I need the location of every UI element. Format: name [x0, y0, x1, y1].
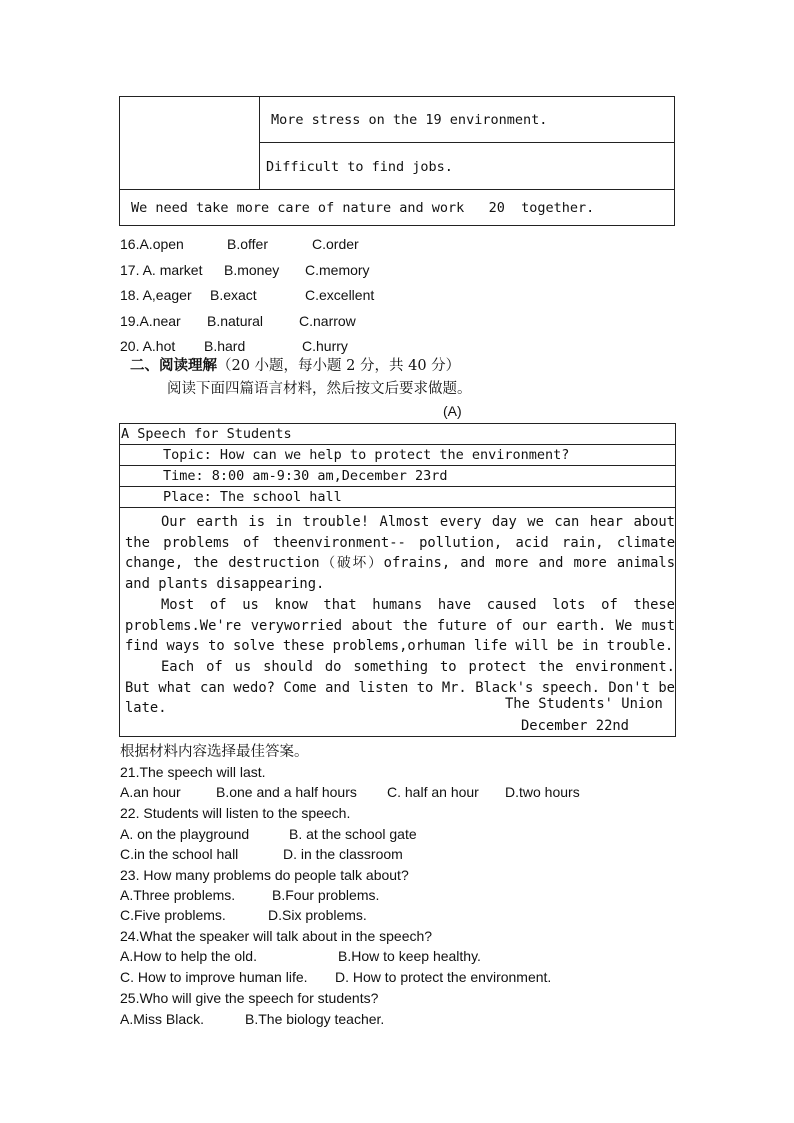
section-note: （20 小题，每小题 2 分，共 40 分） — [217, 358, 461, 374]
section-heading — [130, 354, 460, 375]
option-b: B.How to keep healthy. — [338, 948, 481, 964]
option-b: B. at the school gate — [289, 826, 417, 842]
questions-intro: 根据材料内容选择最佳答案。 — [120, 744, 309, 760]
question-24-options-cd — [120, 969, 551, 985]
notice-date: December 22nd — [521, 718, 629, 734]
option-b: B.money — [224, 261, 280, 278]
option-a: A.an hour — [120, 784, 181, 800]
option-d: D.two hours — [505, 784, 580, 800]
option-row-17 — [120, 258, 374, 284]
notice-body — [120, 508, 675, 719]
table-cell-row1: More stress on the 19 environment. — [260, 97, 675, 143]
question-22: 22. Students will listen to the speech. — [120, 805, 351, 821]
option-d: D. How to protect the environment. — [335, 969, 552, 985]
table-cell-row2: Difficult to find jobs. — [266, 159, 453, 175]
option-b: B.one and a half hours — [216, 784, 357, 800]
question-22-options-ab — [120, 826, 417, 842]
option-b: B.natural — [207, 312, 264, 329]
option-a: A.How to help the old. — [120, 948, 257, 964]
notice-signature: The Students' Union — [505, 696, 663, 712]
option-c: C. How to improve human life. — [120, 969, 308, 985]
question-21: 21.The speech will last. — [120, 764, 266, 780]
option-b: B.offer — [227, 236, 268, 252]
table-empty-cell — [120, 97, 260, 189]
section-instruction: 阅读下面四篇语言材料，然后按文后要求做题。 — [167, 381, 472, 397]
option-c: C.in the school hall — [120, 846, 239, 862]
notice-heading: A Speech for Students — [120, 424, 675, 445]
question-23-options-ab — [120, 887, 379, 903]
option-a: 18. A,eager — [120, 287, 192, 303]
option-c: C.Five problems. — [120, 907, 226, 923]
option-a: 19.A.near — [120, 312, 181, 329]
option-c: C. half an hour — [387, 784, 479, 800]
option-c: C.narrow — [299, 312, 356, 329]
option-d: D. in the classroom — [283, 846, 403, 862]
option-row-18 — [120, 283, 374, 309]
option-b: B.exact — [210, 287, 257, 303]
option-a: A. on the playground — [120, 826, 250, 842]
notice-topic: Topic: How can we help to protect the environment? — [120, 445, 675, 466]
section-title: 二、阅读理解 — [130, 357, 217, 374]
option-b: B.hard — [204, 338, 246, 354]
notice-place: Place: The school hall — [120, 487, 675, 508]
question-22-options-cd — [120, 846, 403, 862]
notice-time: Time: 8:00 am-9:30 am,December 23rd — [120, 466, 675, 487]
option-c: C.hurry — [302, 338, 348, 354]
question-23-options-cd — [120, 907, 367, 923]
option-c: C.order — [312, 236, 359, 252]
option-a: A.Three problems. — [120, 887, 236, 903]
option-a: 16.A.open — [120, 236, 184, 252]
question-24-options-ab — [120, 948, 481, 964]
notice-paragraph-3: Each of us should do something to protect the environment. But what can wedo? Come and listen to Mr. Black's speech. Don't be late. — [125, 658, 675, 717]
option-c: C.excellent — [305, 287, 375, 303]
cloze-options — [120, 232, 374, 360]
question-21-options — [120, 784, 580, 800]
notice-paragraph-2: Most of us know that humans have caused lots of these problems.We're veryworried about the future of our earth. We must find ways to solve these problems,orhuman life will be in trouble. — [125, 596, 675, 655]
option-c: C.memory — [305, 261, 370, 278]
question-25: 25.Who will give the speech for students? — [120, 990, 379, 1006]
option-b: B.Four problems. — [272, 887, 380, 903]
notice-paragraph-1: Our earth is in trouble! Almost every day we can hear about the problems of theenvironment-- pollution, acid rain, climate change, the destruction（破坏）ofrains, and more and more animals and plants disappearing. — [125, 514, 675, 593]
question-25-options-ab — [120, 1011, 384, 1027]
option-row-16 — [120, 232, 374, 258]
option-d: D.Six problems. — [268, 907, 367, 923]
question-24: 24.What the speaker will talk about in the speech? — [120, 928, 433, 944]
option-a: A.Miss Black. — [120, 1011, 205, 1027]
passage-label: (A) — [443, 403, 462, 419]
question-23: 23. How many problems do people talk about? — [120, 867, 409, 883]
option-a: 20. A.hot — [120, 338, 176, 354]
option-b: B.The biology teacher. — [245, 1011, 385, 1027]
table-cell-bottom: We need take more care of nature and work 20 together. — [120, 189, 674, 226]
speech-notice — [119, 423, 676, 737]
option-a: 17. A. market — [120, 261, 203, 278]
summary-table — [119, 96, 675, 226]
option-row-19 — [120, 309, 374, 335]
